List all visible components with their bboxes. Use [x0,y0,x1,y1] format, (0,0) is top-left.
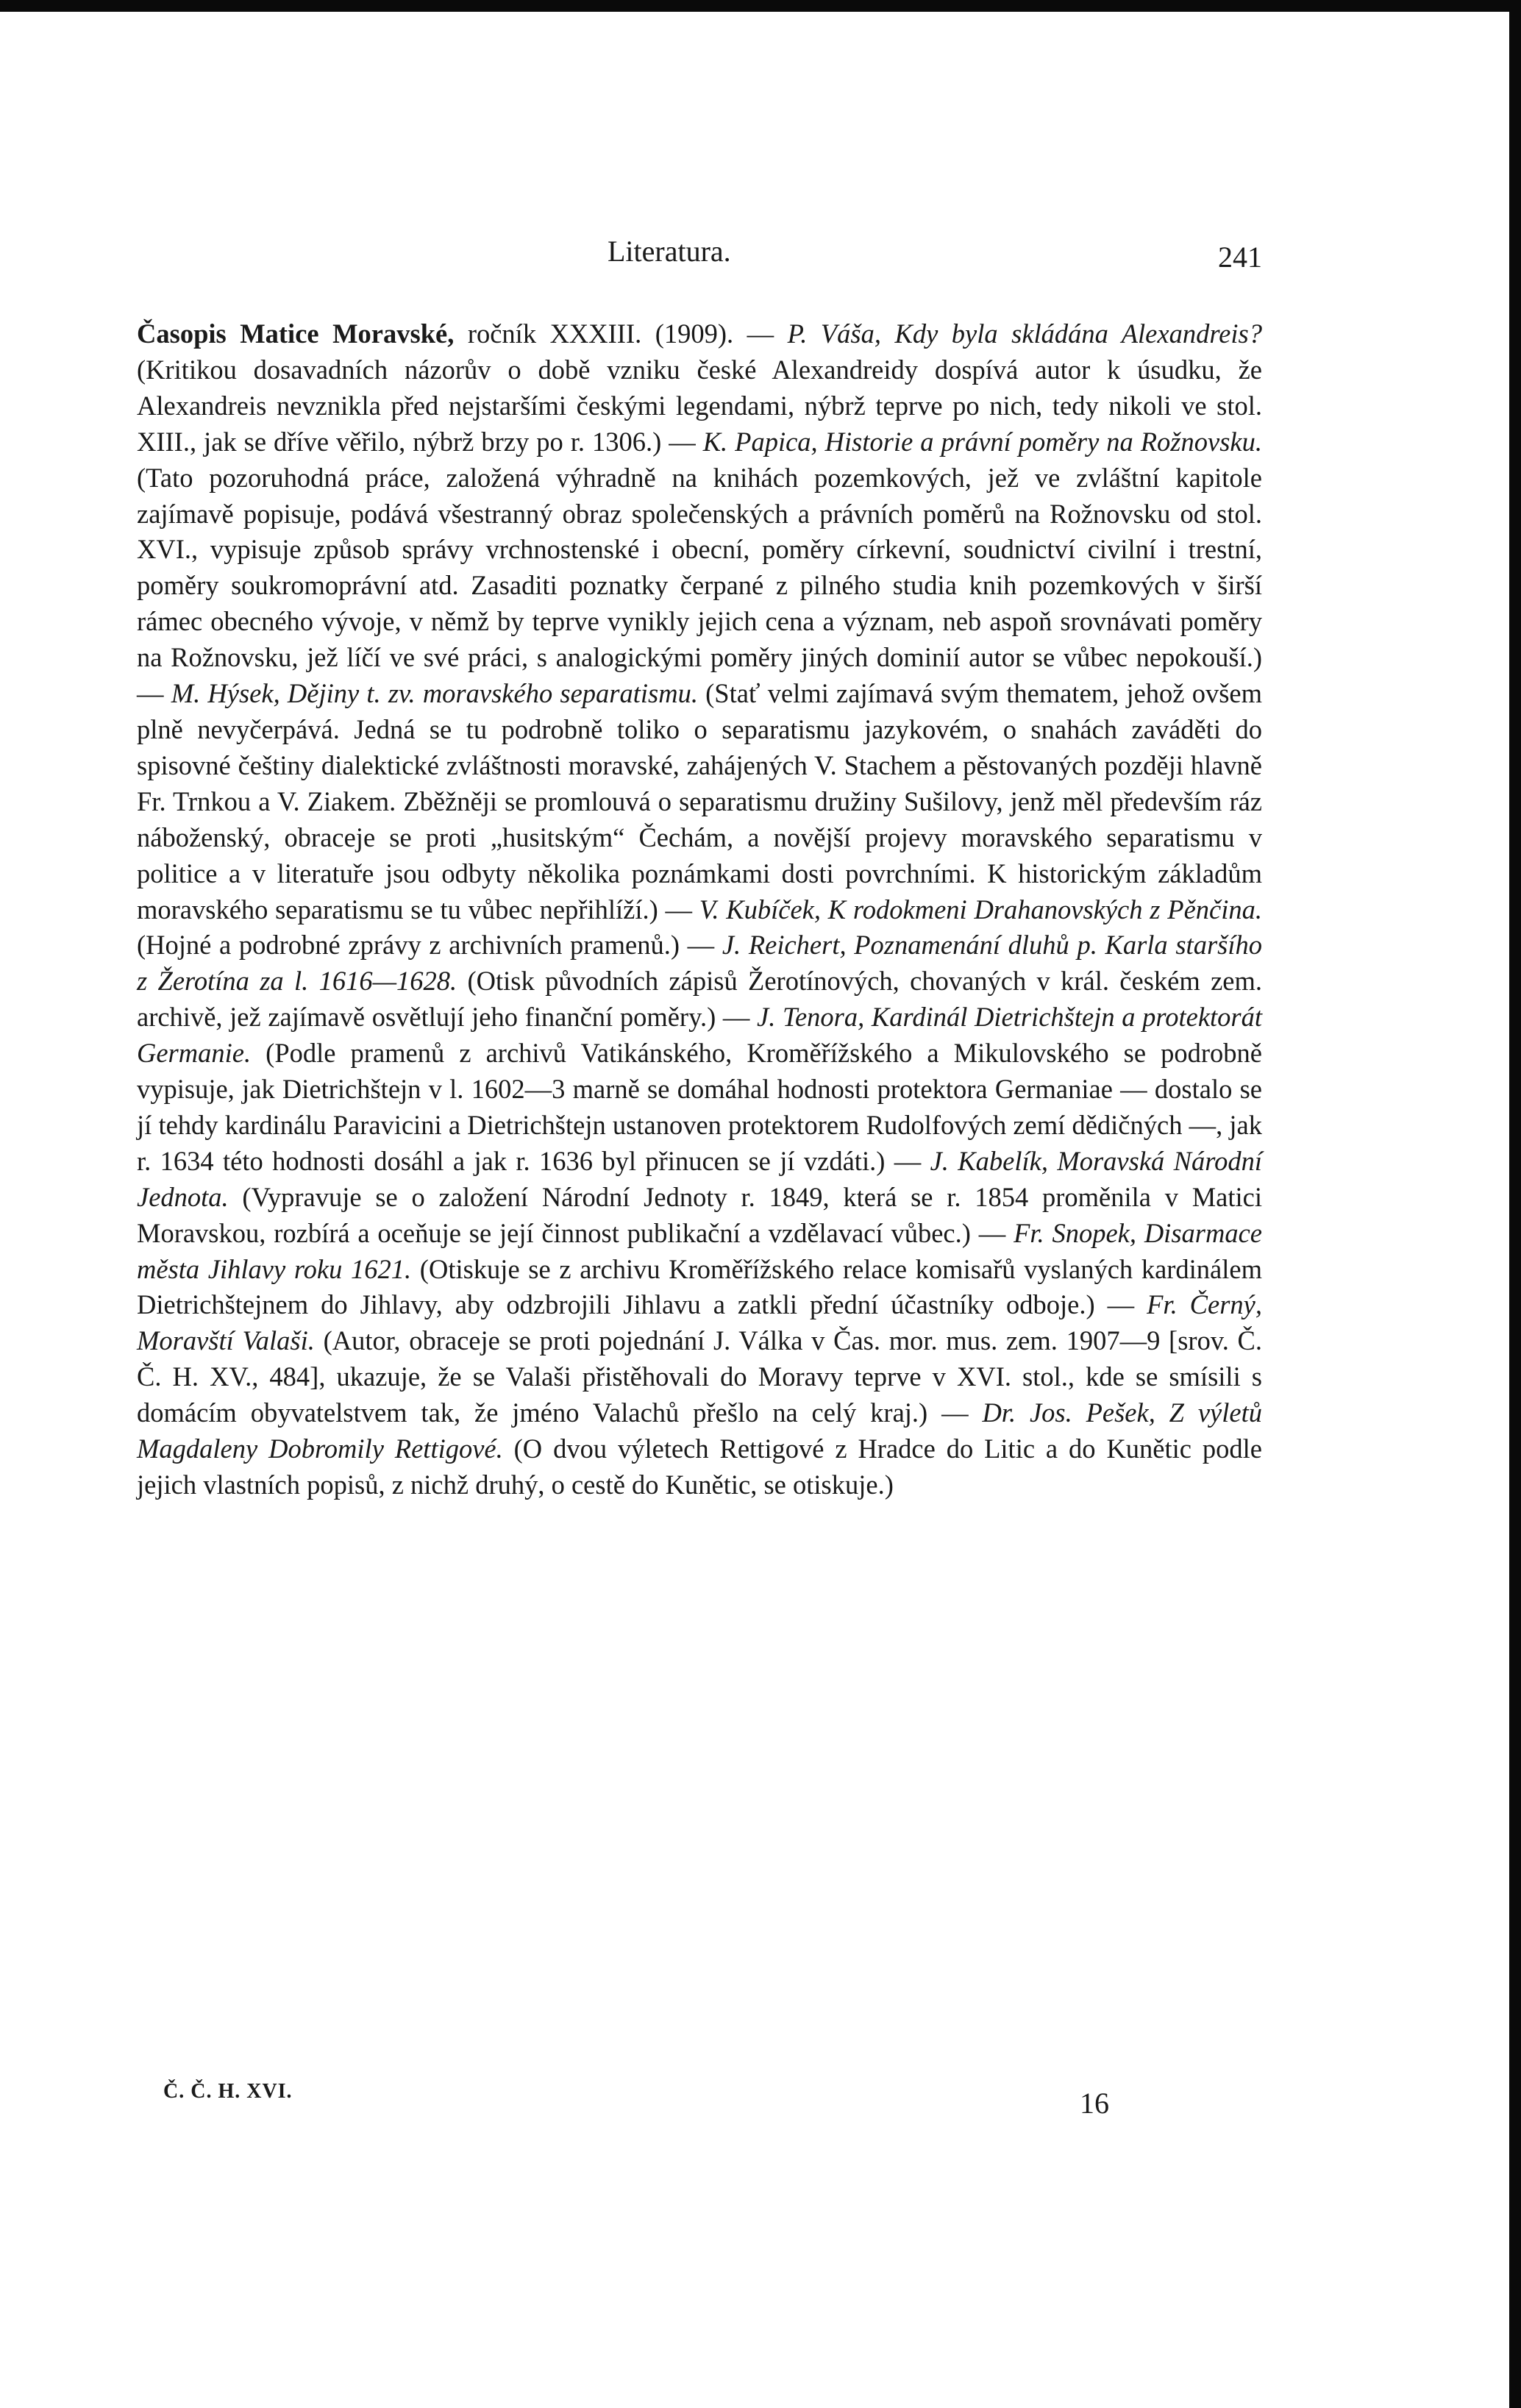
page-header [137,234,1262,278]
cited-work: Fr. Snopek, Disarmace města Jihlavy roku 1621. [137,1217,1262,1284]
body-paragraph [137,316,1262,1503]
body-text-run: (Otiskuje se z archivu Kroměřížského relace komisařů vyslaných kardinálem Dietrichštejnem do Jihlavy, aby odzbrojili Jihlavu a zatkli přední účastníky odboje.) — [137,1253,1262,1320]
body-text-run: (Vypravuje se o založení Národní Jednoty r. 1849, která se r. 1854 proměnila v Matici Moravskou, rozbírá a oceňuje se její činnost publikační a vzdělavací vůbec.) — [137,1181,1262,1248]
body-text-run: (Otisk původních zápisů Žerotínových, chovaných v král. českém zem. archivě, jež zajímavě osvětlují jeho finanční poměry.) — [137,966,1262,1033]
cited-work: J. Tenora, Kardinál Dietrichštejn a protektorát Germanie. [137,1002,1263,1069]
running-title: Literatura. [608,235,731,268]
page-footer [137,2080,1262,2124]
cited-work: Fr. Černý, Moravští Valaši. [137,1289,1263,1356]
body-text-run: (Stať velmi zajímavá svým thematem, jehož ovšem plně nevyčerpává. Jedná se tu podrobně toliko o separatismu jazykovém, o snahách zaváděti do spisovné češtiny dialektické zvláštnosti moravské, zahájených V. Stachem a pěstovaných později hlavně Fr. Trnkou a V. Ziakem. Zběžněji se promlouvá o separatismu družiny Sušilovy, jenž měl především ráz náboženský, obraceje se proti „husitským“ Čechám, a novější projevy moravského separatismu v politice a v literatuře jsou odbyty několika poznámkami dosti povrchními. K historickým základům moravského separatismu se tu vůbec nepřihlíží.) — [137,678,1262,925]
body-text-run: (Autor, obraceje se proti pojednání J. Válka v Čas. mor. mus. zem. 1907—9 [srov. Č. Č. H. XV., 484], ukazuje, že se Valaši přistěhovali do Moravy teprve v XVI. stol., kde se smísili s domácím obyvatelstvem tak, že jméno Valachů přešlo na celý kraj.) — [137,1325,1262,1428]
body-text-run: (O dvou výletech Rettigové z Hradce do Litic a do Kunětic podle jejich vlastních popisů, z nichž druhý, o cestě do Kunětic, se otiskuje.) [137,1433,1262,1500]
body-text-run: ročník XXXIII. (1909). — [454,318,788,349]
cited-work: V. Kubíček, K rodokmeni Drahanovských z Pěnčina. [699,894,1262,925]
signature-mark: Č. Č. H. XVI. [163,2080,293,2103]
body-text-run: (Kritikou dosavadních názorův o době vzniku české Alexandreidy dospívá autor k úsudku, že Alexandreis nevznikla před nejstaršími českými legendami, nýbrž teprve po nich, tedy nikoli ve stol. XIII., jak se dříve věřilo, nýbrž brzy po r. 1306.) — [137,354,1262,457]
cited-work: J. Reichert, Poznamenání dluhů p. Karla staršího z Žerotína za l. 1616—1628. [137,930,1263,997]
cited-work: M. Hýsek, Dějiny t. zv. moravského separatismu. [171,678,698,709]
cited-work: J. Kabelík, Moravská Národní Jednota. [137,1145,1262,1212]
sheet-number: 16 [1080,2087,1109,2120]
journal-title: Časopis Matice Moravské, [137,318,455,349]
body-text-run: (Tato pozoruhodná práce, založená výhradně na knihách pozemkových, jež ve zvláštní kapitole zajímavě popisuje, podává všestranný obraz společenských a právních poměrů na Rožnovsku od stol. XVI., vypisuje způsob správy vrchnostenské i obecní, poměry církevní, soudnictví civilní i trestní, poměry soukromoprávní atd. Zasaditi poznatky čerpané z pilného studia knih pozemkových v širší rámec obecného vývoje, v němž by teprve vynikly jejich cena a význam, neb aspoň srovnávati poměry na Rožnovsku, jež líčí ve své práci, s analogickými poměry jiných dominií autor se vůbec nepokouší.) — [137,462,1262,709]
scan-border-top [0,0,1521,12]
cited-work: K. Papica, Historie a právní poměry na Rožnovsku. [702,426,1262,457]
cited-work: P. Váša, Kdy byla skládána Alexandreis? [787,318,1262,349]
cited-work: Dr. Jos. Pešek, Z výletů Magdaleny Dobromily Rettigové. [137,1397,1262,1464]
page-number: 241 [1218,241,1262,274]
body-text-run: (Hojné a podrobné zprávy z archivních pramenů.) — [137,930,722,961]
body-text-run: (Podle pramenů z archivů Vatikánského, Kroměřížského a Mikulovského se podrobně vypisuje, jak Dietrichštejn v l. 1602—3 marně se domáhal hodnosti protektora Germaniae — dostalo se jí tehdy kardinálu Paravicini a Dietrichštejn ustanoven protektorem Rudolfových zemí dědičných —, jak r. 1634 této hodnosti dosáhl a jak r. 1636 byl přinucen se jí vzdáti.) — [137,1038,1262,1176]
scan-border-right [1509,0,1521,2408]
